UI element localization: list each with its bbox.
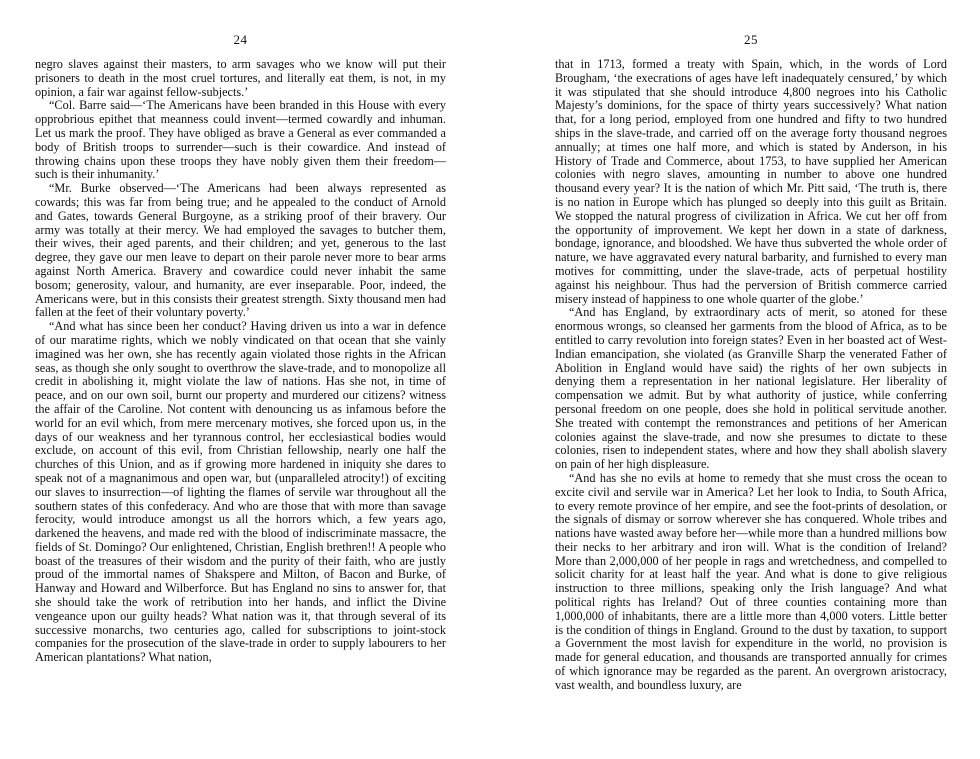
paragraph: that in 1713, formed a treaty with Spain, which, in the words of Lord Brougham, ‘the execrations of ages have left inadequately censured,’ by which it was stipulated that she should introduce 4,800 negroes into his Catholic Majesty’s dominions, for the space of thirty years successively? What nation that, for a long period, employed from one hundred and fifty to two hundred ships in the slave-trade, and carried off on the average forty thousand negroes annually; at times one half more, and which is stated by Anderson, in his History of Trade and Commerce, about 1753, to have supplied her American colonies with negro slaves, amounting in number to above one hundred thousand every year? It is the nation of which Mr. Pitt said, ‘The truth is, there is no nation in Europe which has plunged so deeply into this guilt as Britain. We stopped the natural progress of civilization in Africa. We cut her off from the opportunity of improvement. We kept her down in a state of darkness, bondage, ignorance, and bloodshed. We have thus subverted the whole order of nature, we have aggravated every natural barbarity, and furnished to every man motives for committing, under the slave-trade, acts of perpetual hostility against his neighbour. Thus had the perversion of British commerce carried misery instead of happiness to one whole quarter of the globe.’	[555, 57, 947, 306]
paragraph: “And has England, by extraordinary acts of merit, so atoned for these enormous wrongs, so cleansed her garments from the blood of Africa, as to be entitled to carry revolution into foreign states? Even in her boasted act of West-Indian emancipation, she violated (as Granville Sharp the venerated Father of Abolition in England would have said) the rights of her own subjects in denying them a representation in her national legislature. Her liberality of compensation we admit. But by what authority of justice, while conferring personal freedom on one people, does she hold in political servitude another. She treated with contempt the remonstrances and petitions of her American colonies against the slave-trade, and now she presumes to dictate to these colonies, risen to independent states, where and how they shall abolish slavery on pain of her high displeasure.	[555, 305, 947, 472]
left-page	[35, 0, 446, 759]
paragraph: “Mr. Burke observed—‘The Americans had been always represented as cowards; this was far from being true; and he appealed to the conduct of Arnold and Gates, towards General Burgoyne, as a striking proof of their bravery. Our army was totally at their mercy. We had employed the savages to butcher them, their wives, their aged parents, and their children; and yet, generous to the last degree, they gave our men leave to depart on their parole never more to bear arms against North America. Bravery and cowardice could never inhabit the same bosom; generosity, valour, and humanity, are ever inseparable. Poor, indeed, the Americans were, but in this consists their greatest strength. Sixty thousand men had fallen at the feet of their voluntary poverty.’	[35, 181, 446, 320]
right-page	[555, 0, 947, 759]
paragraph: negro slaves against their masters, to arm savages who we know will put their prisoners to death in the most cruel tortures, and literally eat them, is not, in my opinion, a fair war against fellow-subjects.’	[35, 57, 446, 99]
paragraph: “Col. Barre said—‘The Americans have been branded in this House with every opprobrious epithet that meanness could invent—termed cowardly and inhuman. Let us mark the proof. They have obliged as brave a General as ever commanded a body of British troops to surrender—such is their cowardice. And instead of throwing chains upon these troops they have nobly given them their freedom—such is their inhumanity.’	[35, 98, 446, 182]
right-page-text	[555, 58, 947, 693]
paragraph: “And has she no evils at home to remedy that she must cross the ocean to excite civil and servile war in America? Let her look to India, to South Africa, to every remote province of her empire, and see the foot-prints of desolation, or the signals of dismay or sorrow wherever she has conquered. Whole tribes and nations have wasted away before her—while more than a hundred millions bow their necks to her arbitrary and iron will. What is the condition of Ireland? More than 2,000,000 of her people in rags and wretchedness, and compelled to solicit charity for at least half the year. And what is done to give religious instruction to three millions, speaking only the Irish language? And what political rights has Ireland? Out of three counties containing more than 1,000,000 of inhabitants, there are a little more than 4,000 voters. Little better is the condition of things in England. Ground to the dust by taxation, to support a Government the most lavish for expenditure in the world, no provision is made for general education, and thousands are transported annually for crimes of which ignorance may be regarded as the parent. An overgrown aristocracy, vast wealth, and boundless luxury, are	[555, 470, 947, 692]
right-page-number: 25	[744, 32, 758, 47]
left-page-number: 24	[233, 32, 248, 47]
left-page-text	[35, 58, 446, 665]
paragraph: “And what has since been her conduct? Having driven us into a war in defence of our maratime rights, which we nobly vindicated on that ocean that she vainly imagined was her own, she has recently again violated those rights in the African seas, as though she only sought to overthrow the slave-trade, and to monopolize all credit in abolishing it, might violate the law of nations. Has she not, in time of peace, and on our own soil, burnt our property and murdered our citizens? witness the affair of the Caroline. Not content with denouncing us as infamous before the world for an evil which, from mere mercenary motives, she forced upon us, in the days of our weakness and her tyrannous control, her ecclesiastical bodies would exclude, on account of this evil, from Christian fellowship, nearly one half the churches of this Union, and as if growing more hardened in iniquity she dares to speak not of a magnanimous and open war, but (unparalleled atrocity!) of exciting our slaves to insurrection—of lighting the flames of servile war throughout all the southern states of this confederacy. And who are those that with more than savage ferocity, would introduce amongst us all the horrors which, a few years ago, darkened the heavens, and made red with the blood of indiscriminate massacre, the fields of St. Domingo? Our enlightened, Christian, English brethren!! A people who boast of the treasures of their wisdom and the purity of their faith, who are justly proud of the immortal names of Shakspere and Milton, of Bacon and Burke, of Hanway and Howard and Wilberforce. But has England no sins to answer for, that she should take the work of retribution into her hands, and inflict the Divine vengeance upon our guilty heads? What nation was it, that through several of its successive monarchs, two centuries ago, called for subscriptions to joint-stock companies for the prosecution of the slave-trade in order to supply labourers to her American plantations? What nation,	[35, 319, 446, 665]
